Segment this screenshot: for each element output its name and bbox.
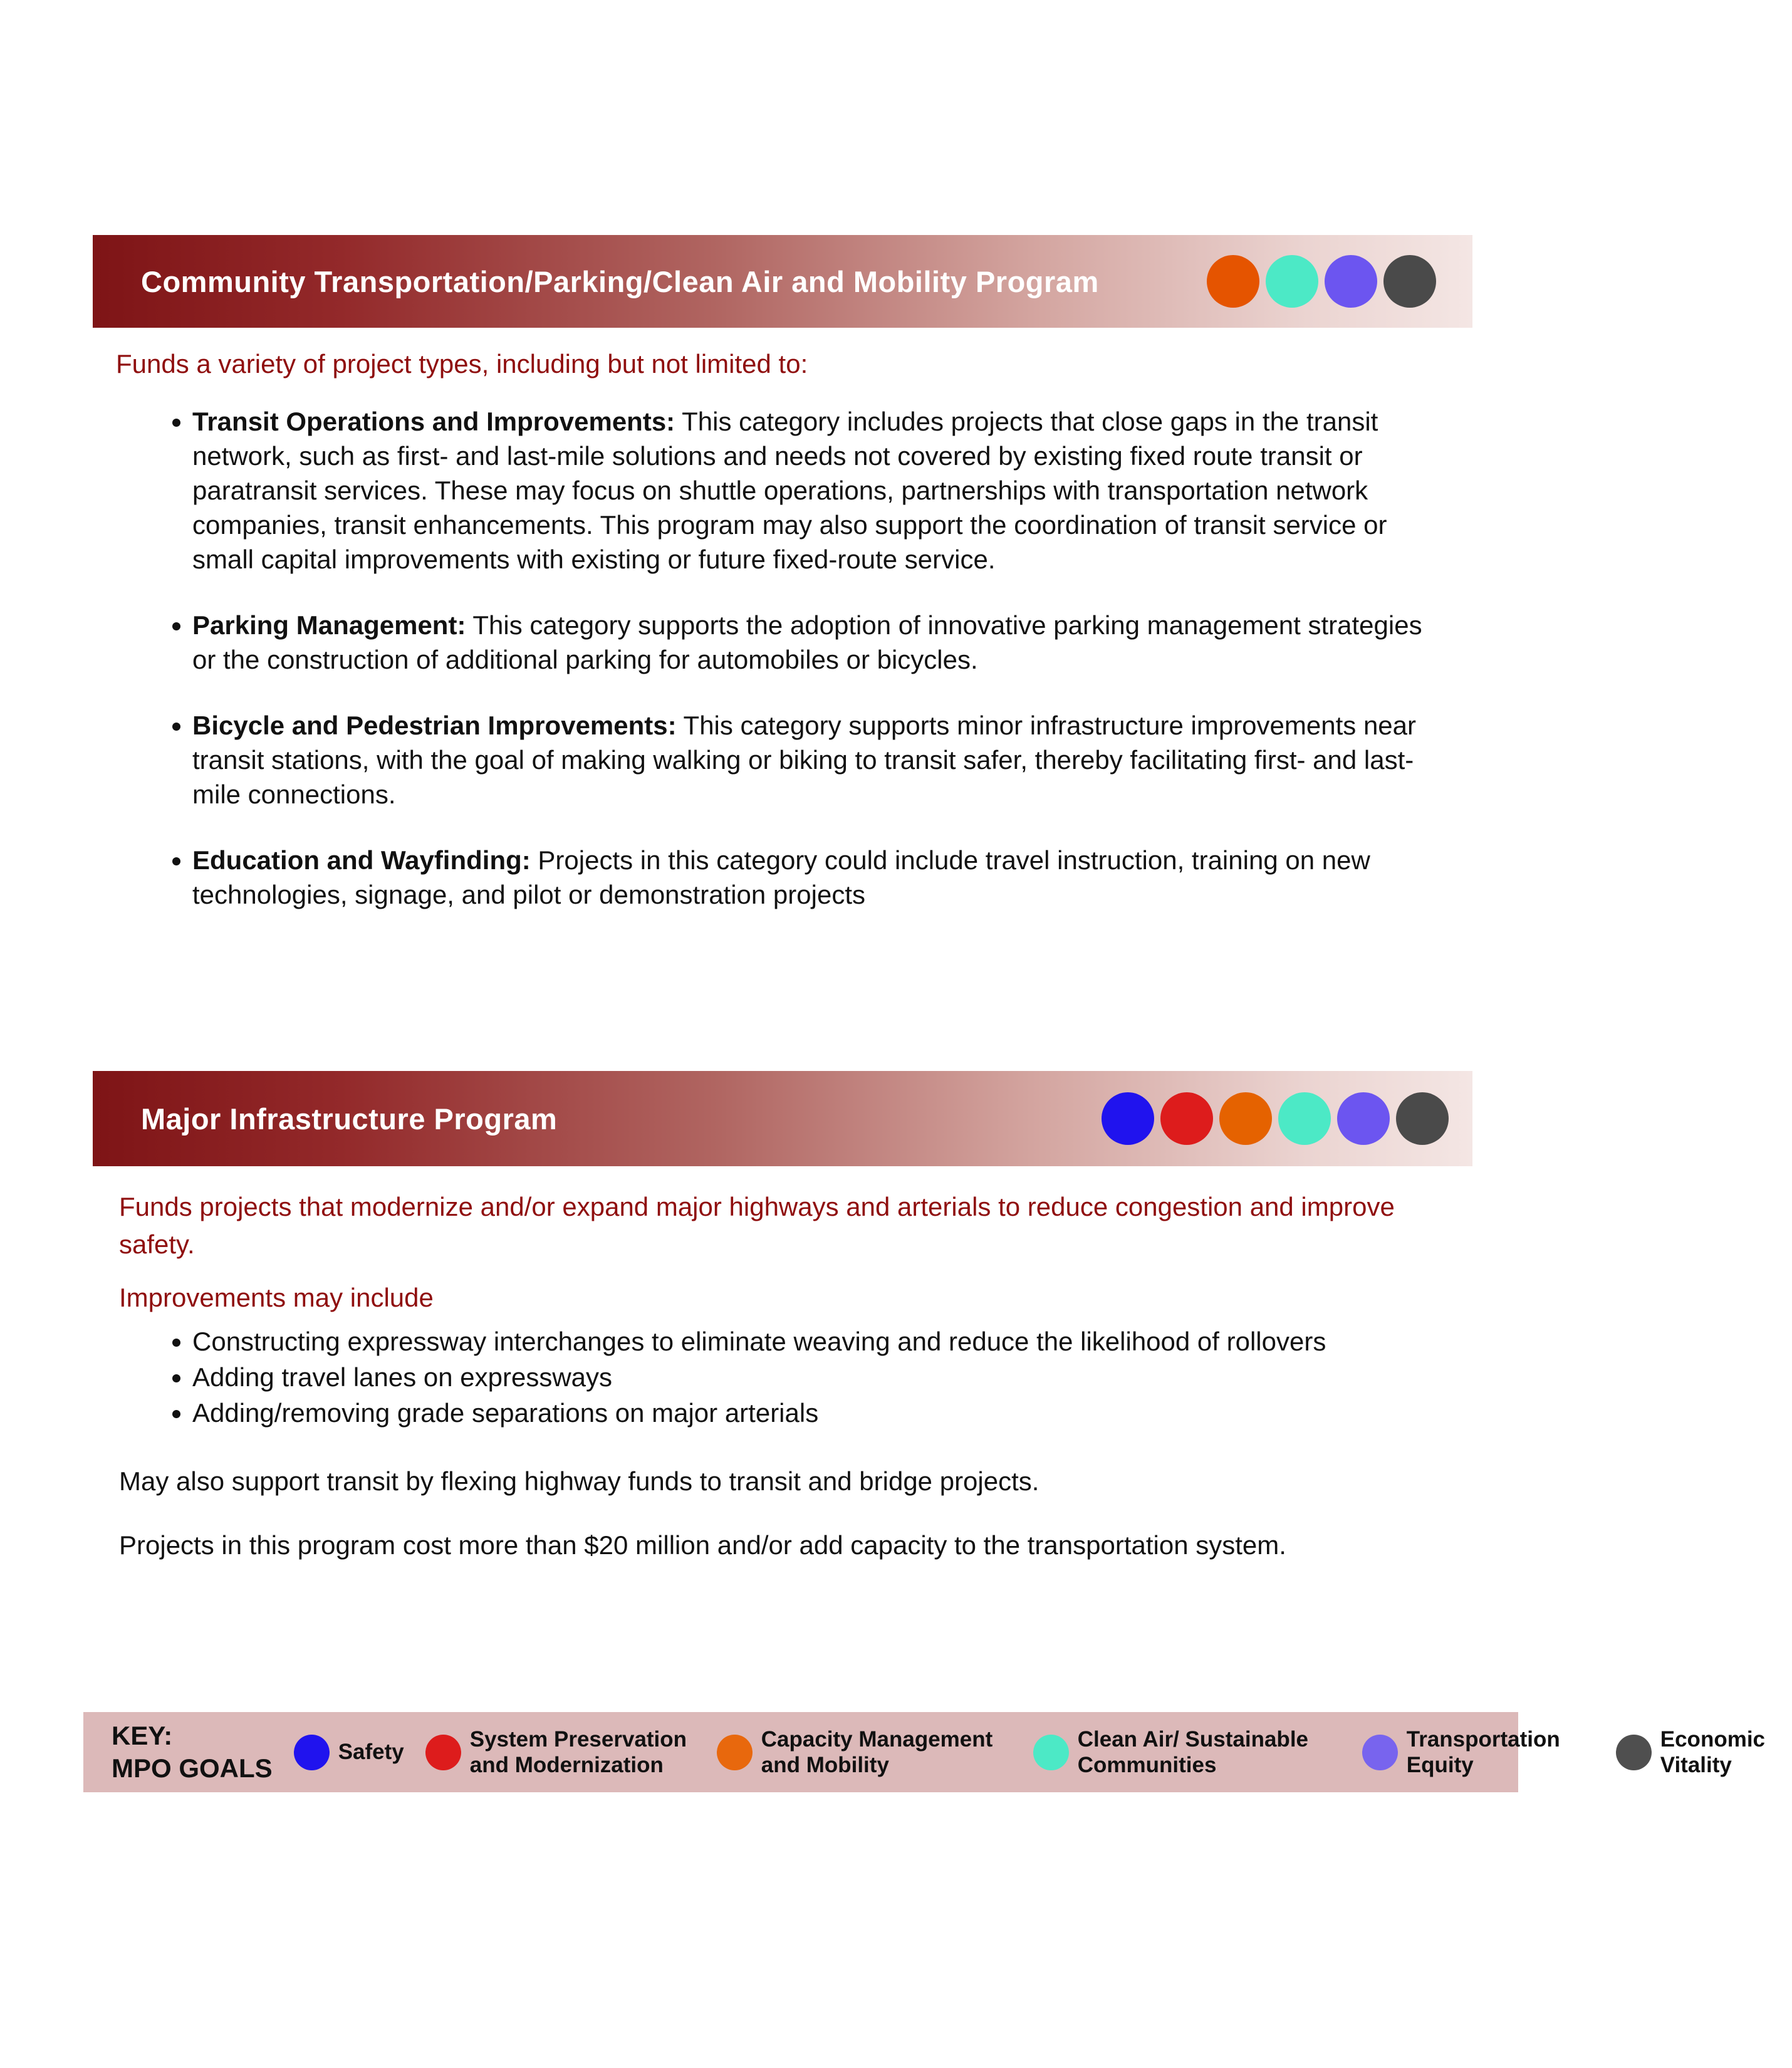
key-label-capacity-management: Capacity Management and Mobility [761,1726,993,1777]
bullet-bicycle-pedestrian-text: This category supports minor infrastructure improvements near transit stations, with the goal of making walking or biking to transit safer, thereby facilitating first- and last-mile connections. [192,711,1417,809]
key-item-clean-air [1033,1726,1341,1778]
key-label-system-preservation: System Preservation and Modernization [469,1726,687,1777]
key-item-capacity-management [717,1726,1012,1778]
major-infrastructure-title: Major Infrastructure Program [141,1102,558,1136]
key-dot-clean-air-icon [1033,1735,1069,1770]
key-heading [83,1720,273,1785]
goal-dot-economic-vitality-icon [1383,255,1436,308]
goal-dot-clean-air-icon [1278,1092,1331,1145]
bullet-parking-management-text: This category supports the adoption of innovative parking management strategies or the construction of additional parking for automobiles or bicycles. [192,610,1422,674]
major-note-cost: Projects in this program cost more than $20 million and/or add capacity to the transportation system. [119,1530,1286,1560]
bullet-travel-lanes: • Adding travel lanes on expressways [192,1359,1446,1395]
bullet-education-wayfinding [192,843,1430,912]
key-heading-line1: KEY: [112,1720,173,1750]
key-dot-capacity-management-icon [717,1735,753,1770]
bullet-bicycle-pedestrian-label: Bicycle and Pedestrian Improvements: [192,711,677,740]
goal-dot-clean-air-icon [1266,255,1318,308]
community-program-title: Community Transportation/Parking/Clean Air and Mobility Program [141,264,1099,298]
bullet-education-wayfinding-label: Education and Wayfinding: [192,845,531,875]
key-item-transportation-equity [1362,1726,1595,1778]
mpo-goals-key [83,1712,1766,1792]
community-bullet-list [160,404,1430,943]
key-dot-system-preservation-icon [425,1735,461,1770]
goal-dot-capacity-management-icon [1219,1092,1272,1145]
key-item-economic-vitality [1616,1726,1792,1778]
goal-dot-safety-icon [1102,1092,1154,1145]
bullet-transit-operations-label: Transit Operations and Improvements: [192,407,675,436]
major-bullet-list [160,1324,1446,1431]
bullet-transit-operations-text: This category includes projects that close gaps in the transit network, such as first- and last-mile solutions and needs not covered by existing fixed route transit or paratransit services. These may focus on shuttle operations, partnerships with transportation network companies, transit enhancements. This program may also support the coordination of transit service or small capital improvements with existing or future fixed-route service. [192,407,1387,574]
bullet-bicycle-pedestrian [192,708,1430,812]
bullet-transit-operations [192,404,1430,577]
key-dot-economic-vitality-icon [1616,1735,1652,1770]
major-note-flex-funds: May also support transit by flexing highway funds to transit and bridge projects. [119,1466,1039,1496]
bullet-grade-separations: • Adding/removing grade separations on major arterials [192,1395,1446,1431]
goal-dot-economic-vitality-icon [1396,1092,1449,1145]
goal-dot-system-preservation-icon [1160,1092,1213,1145]
key-item-safety [294,1735,404,1770]
key-item-system-preservation [425,1726,695,1778]
major-infrastructure-banner [93,1071,1472,1166]
key-label-economic-vitality: Economic Vitality [1660,1726,1766,1777]
bullet-expressway-interchanges: • Constructing expressway interchanges to eliminate weaving and reduce the likelihood of rollovers [192,1324,1446,1359]
major-goal-dots [1102,1092,1449,1145]
goal-dot-transportation-equity-icon [1337,1092,1390,1145]
bullet-parking-management-label: Parking Management: [192,610,466,640]
key-label-transportation-equity: Transportation Equity [1406,1726,1560,1777]
bullet-parking-management [192,608,1430,677]
major-subheading: Improvements may include [119,1283,434,1312]
community-program-banner [93,235,1472,328]
key-label-safety: Safety [338,1740,404,1765]
key-dot-safety-icon [294,1735,330,1770]
bullet-education-wayfinding-text: Projects in this category could include travel instruction, training on new technologies, signage, and pilot or demonstration projects [192,845,1370,909]
major-intro-text: Funds projects that modernize and/or expand major highways and arterials to reduce congestion and improve safety. [119,1192,1395,1259]
key-dot-transportation-equity-icon [1362,1735,1398,1770]
community-intro-text: Funds a variety of project types, including but not limited to: [116,349,808,379]
key-heading-line2: MPO GOALS [112,1753,273,1783]
goal-dot-capacity-management-icon [1207,255,1259,308]
goal-dot-transportation-equity-icon [1325,255,1377,308]
key-label-clean-air: Clean Air/ Sustainable Communities [1077,1726,1309,1777]
community-goal-dots [1207,255,1436,308]
